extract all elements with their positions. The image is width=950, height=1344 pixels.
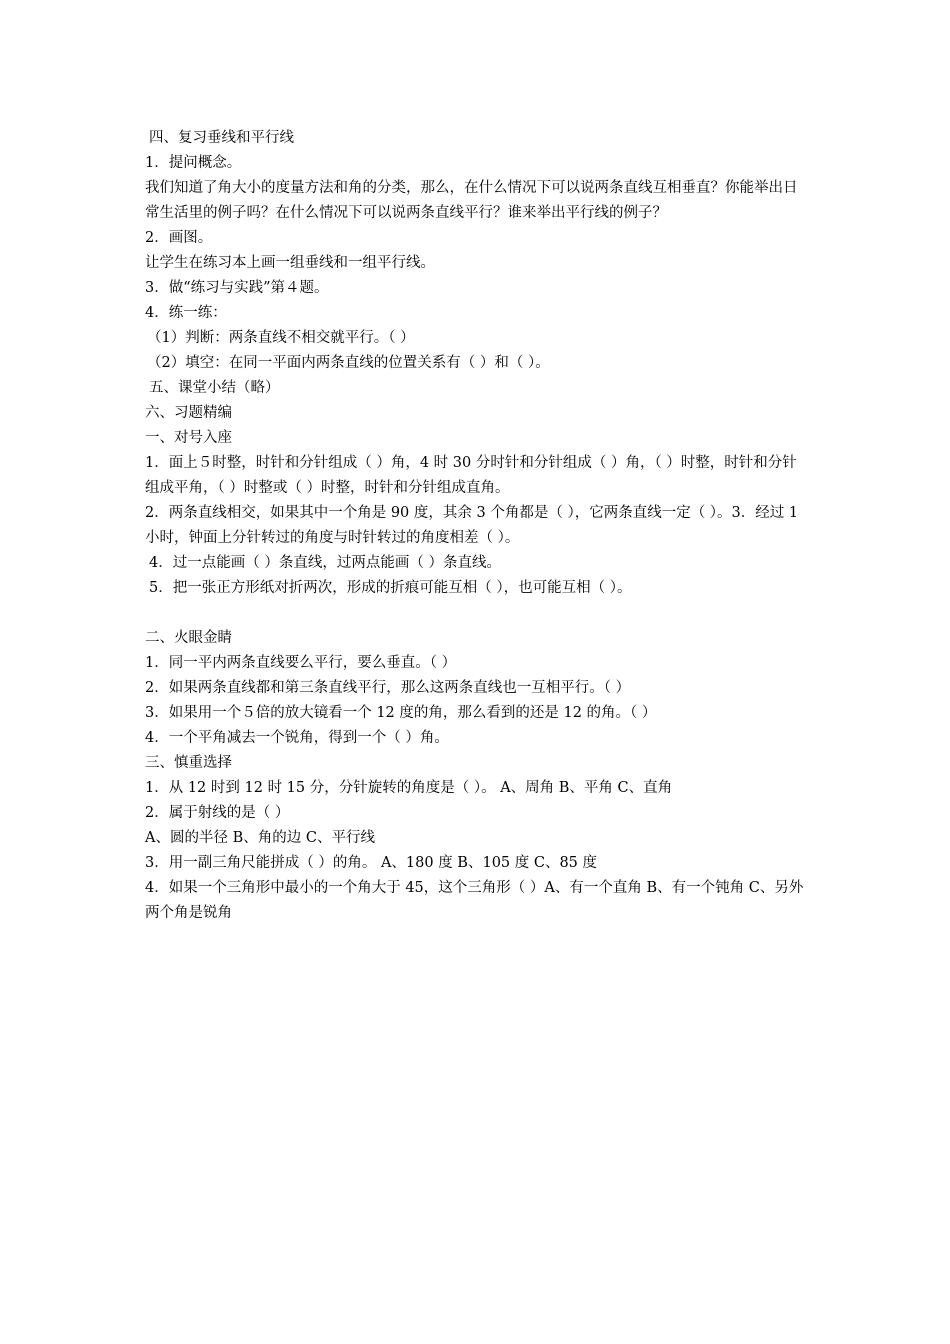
text-line: 3．如果用一个５倍的放大镜看一个 12 度的角，那么看到的还是 12 的角。（ ） [145, 705, 657, 721]
text-line: 二、火眼金睛 [145, 630, 232, 646]
text-line: 2．两条直线相交，如果其中一个角是 90 度，其余 3 个角都是（ ），它两条直线一定（ ）。3．经过 1 小时，钟面上分针转过的角度与时针转过的角度相差（ ）。 [145, 505, 799, 546]
text-line: （1）判断：两条直线不相交就平行。（ ） [147, 330, 415, 346]
text-line: 我们知道了角大小的度量方法和角的分类，那么，在什么情况下可以说两条直线互相垂直？你能举出日常生活里的例子吗？在什么情况下可以说两条直线平行？谁来举出平行线的例子？ [145, 180, 798, 221]
text-line: 5．把一张正方形纸对折两次，形成的折痕可能互相（ ），也可能互相（ ）。 [149, 580, 632, 596]
text-line: 4．过一点能画（ ）条直线，过两点能画（ ）条直线。 [149, 555, 501, 571]
text-line: 1．同一平内两条直线要么平行，要么垂直。（ ） [145, 655, 457, 671]
text-line: （2）填空：在同一平面内两条直线的位置关系有（ ）和（ ）。 [147, 355, 550, 371]
text-line: 三、慎重选择 [145, 755, 232, 771]
text-line: 4．练一练： [145, 305, 227, 321]
text-line: 4．如果一个三角形中最小的一个角大于 45，这个三角形（ ）A、有一个直角 B、有一个钝角 C、另外两个角是锐角 [145, 880, 804, 921]
text-line: 五、课堂小结（略） [149, 380, 280, 396]
blank-line [145, 601, 811, 626]
text-line: 1．提问概念。 [145, 155, 242, 171]
text-line: 让学生在练习本上画一组垂线和一组平行线。 [145, 255, 435, 271]
text-line: 六、习题精编 [145, 405, 232, 421]
text-line: 4．一个平角减去一个锐角，得到一个（ ）角。 [145, 730, 449, 746]
text-line: 3．做“练习与实践”第４题。 [145, 280, 329, 296]
text-line: 一、对号入座 [145, 430, 232, 446]
text-line: 3．用一副三角尺能拼成（ ）的角。 A、180 度 B、105 度 C、85 度 [145, 855, 598, 871]
text-line: A、圆的半径 B、角的边 C、平行线 [145, 830, 375, 846]
text-line: 1．面上５时整，时针和分针组成（ ）角，4 时 30 分时针和分针组成（ ）角，（ ）时整，时针和分针组成平角，（ ）时整或（ ）时整，时针和分针组成直角。 [145, 455, 797, 496]
text-line: 2．属于射线的是（ ） [145, 805, 290, 821]
text-line: 四、复习垂线和平行线 [149, 130, 294, 146]
document-body [145, 126, 811, 926]
text-line: 2．画图。 [145, 230, 213, 246]
text-line: 2．如果两条直线都和第三条直线平行，那么这两条直线也一互相平行。（ ） [145, 680, 631, 696]
text-line: 1．从 12 时到 12 时 15 分，分针旋转的角度是（ ）。 A、周角 B、平角 C、直角 [145, 780, 673, 796]
